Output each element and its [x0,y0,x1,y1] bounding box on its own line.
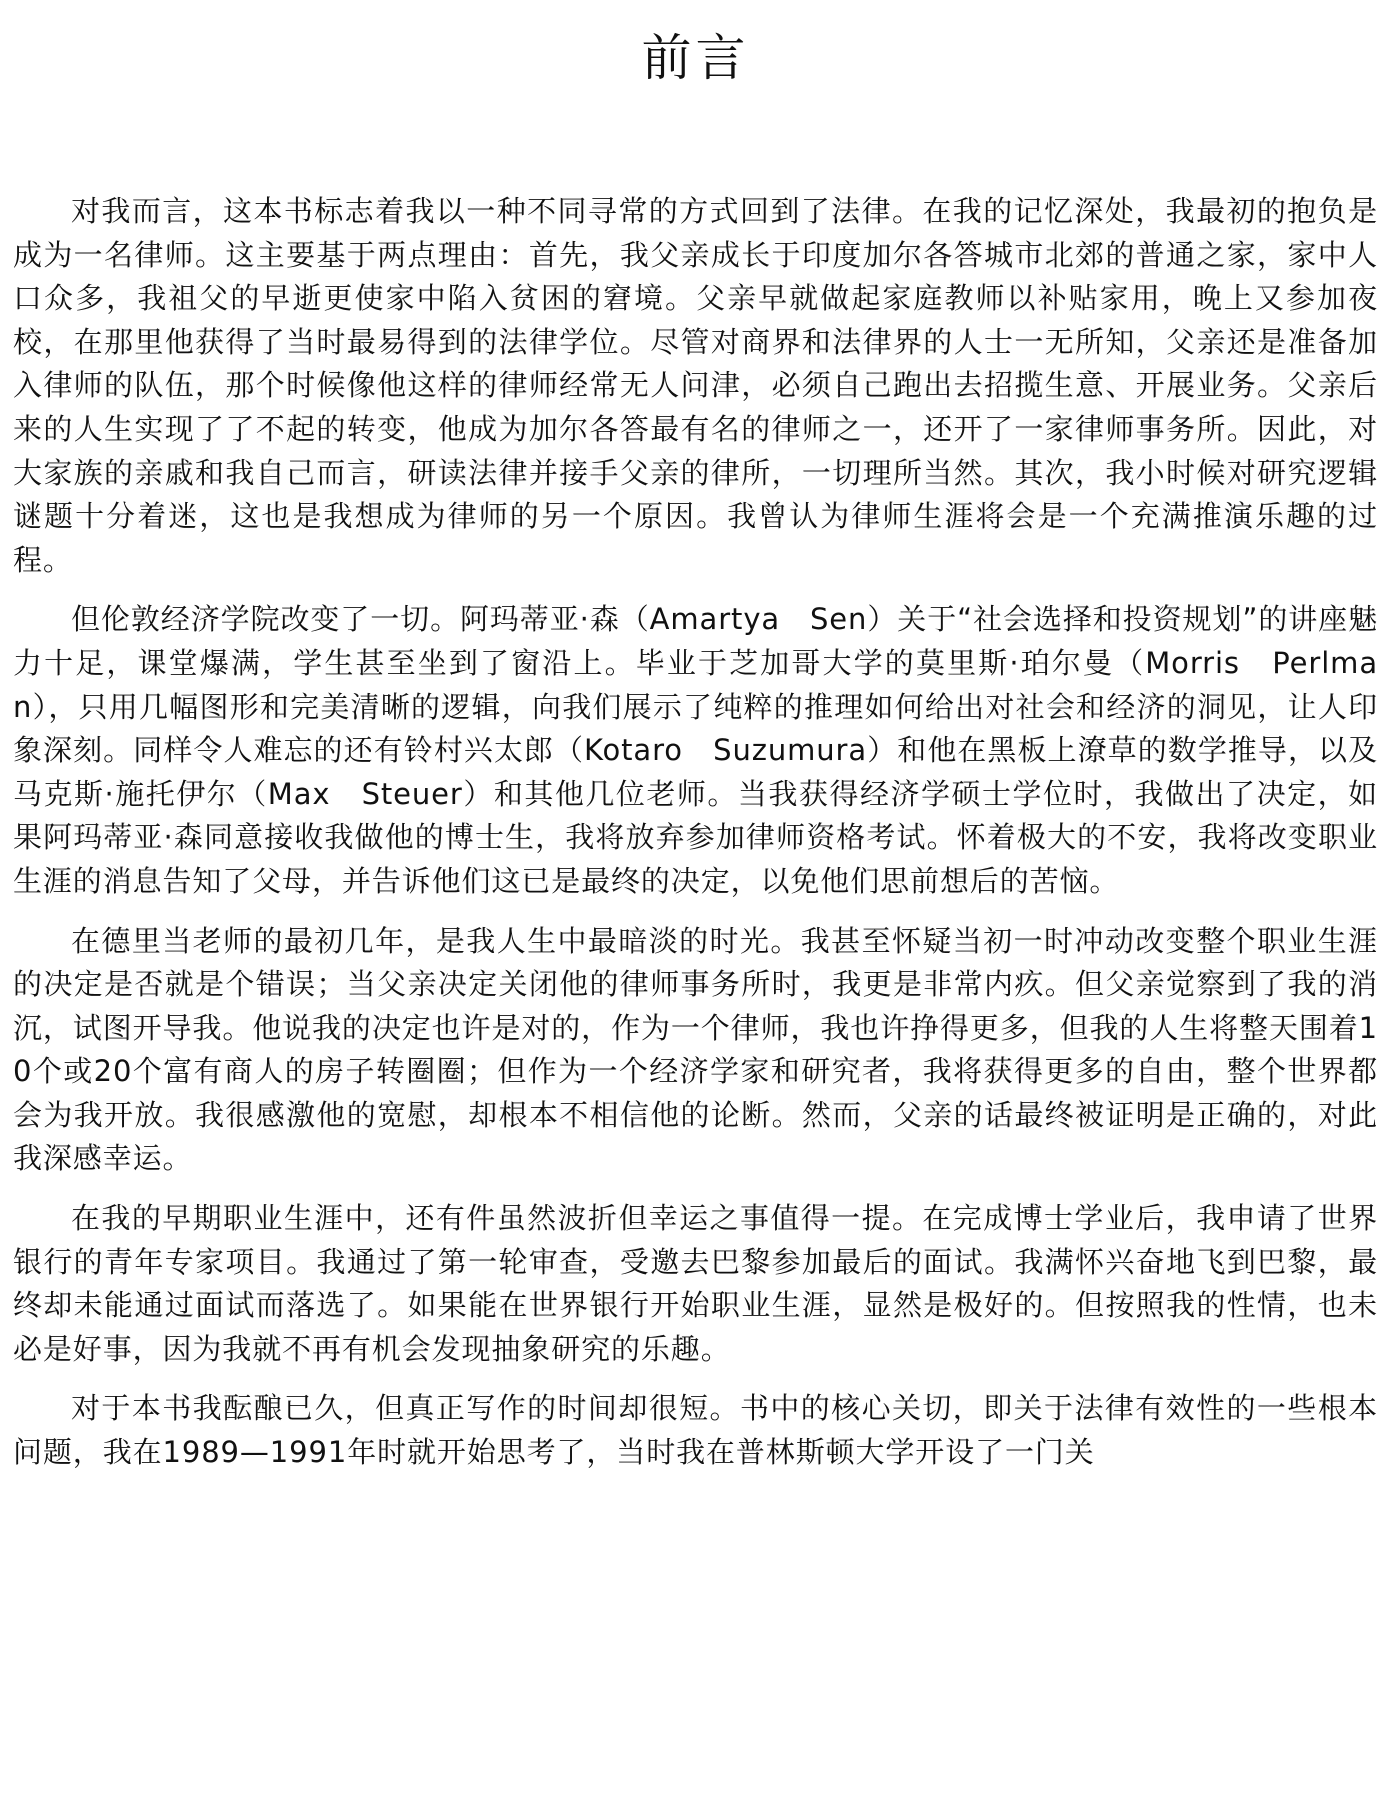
paragraph-4: 在我的早期职业生涯中，还有件虽然波折但幸运之事值得一提。在完成博士学业后，我申请了世界银行的青年专家项目。我通过了第一轮审查，受邀去巴黎参加最后的面试。我满怀兴奋地飞到巴黎，最终却未能通过面试而落选了。如果能在世界银行开始职业生涯，显然是极好的。但按照我的性情，也未必是好事，因为我就不再有机会发现抽象研究的乐趣。 [13,1201,1378,1366]
page-title: 前言 [641,29,750,87]
paragraph-1: 对我而言，这本书标志着我以一种不同寻常的方式回到了法律。在我的记忆深处，我最初的抱负是成为一名律师。这主要基于两点理由：首先，我父亲成长于印度加尔各答城市北郊的普通之家，家中人口众多，我祖父的早逝更使家中陷入贫困的窘境。父亲早就做起家庭教师以补贴家用，晚上又参加夜校，在那里他获得了当时最易得到的法律学位。尽管对商界和法律界的人士一无所知，父亲还是准备加入律师的队伍，那个时候像他这样的律师经常无人问津，必须自己跑出去招揽生意、开展业务。父亲后来的人生实现了了不起的转变，他成为加尔各答最有名的律师之一，还开了一家律师事务所。因此，对大家族的亲戚和我自己而言，研读法律并接手父亲的律所，一切理所当然。其次，我小时候对研究逻辑谜题十分着迷，这也是我想成为律师的另一个原因。我曾认为律师生涯将会是一个充满推演乐趣的过程。 [13,194,1378,577]
body-text [13,190,1378,1491]
paragraph-5: 对于本书我酝酿已久，但真正写作的时间却很短。书中的核心关切，即关于法律有效性的一些根本问题，我在1989—1991年时就开始思考了，当时我在普林斯顿大学开设了一门关 [13,1391,1378,1470]
paragraph-2: 但伦敦经济学院改变了一切。阿玛蒂亚·森（Amartya Sen）关于“社会选择和投资规划”的讲座魅力十足，课堂爆满，学生甚至坐到了窗沿上。毕业于芝加哥大学的莫里斯·珀尔曼（Morris Perlman），只用几幅图形和完美清晰的逻辑，向我们展示了纯粹的推理如何给出对社会和经济的洞见，让人印象深刻。同样令人难忘的还有铃村兴太郎（Kotaro Suzumura）和他在黑板上潦草的数学推导，以及马克斯·施托伊尔（Max Steuer）和其他几位老师。当我获得经济学硕士学位时，我做出了决定，如果阿玛蒂亚·森同意接收我做他的博士生，我将放弃参加律师资格考试。怀着极大的不安，我将改变职业生涯的消息告知了父母，并告诉他们这已是最终的决定，以免他们思前想后的苦恼。 [13,602,1378,898]
paragraph-3: 在德里当老师的最初几年，是我人生中最暗淡的时光。我甚至怀疑当初一时冲动改变整个职业生涯的决定是否就是个错误；当父亲决定关闭他的律师事务所时，我更是非常内疚。但父亲觉察到了我的消沉，试图开导我。他说我的决定也许是对的，作为一个律师，我也许挣得更多，但我的人生将整天围着10个或20个富有商人的房子转圈圈；但作为一个经济学家和研究者，我将获得更多的自由，整个世界都会为我开放。我很感激他的宽慰，却根本不相信他的论断。然而，父亲的话最终被证明是正确的，对此我深感幸运。 [13,923,1378,1176]
